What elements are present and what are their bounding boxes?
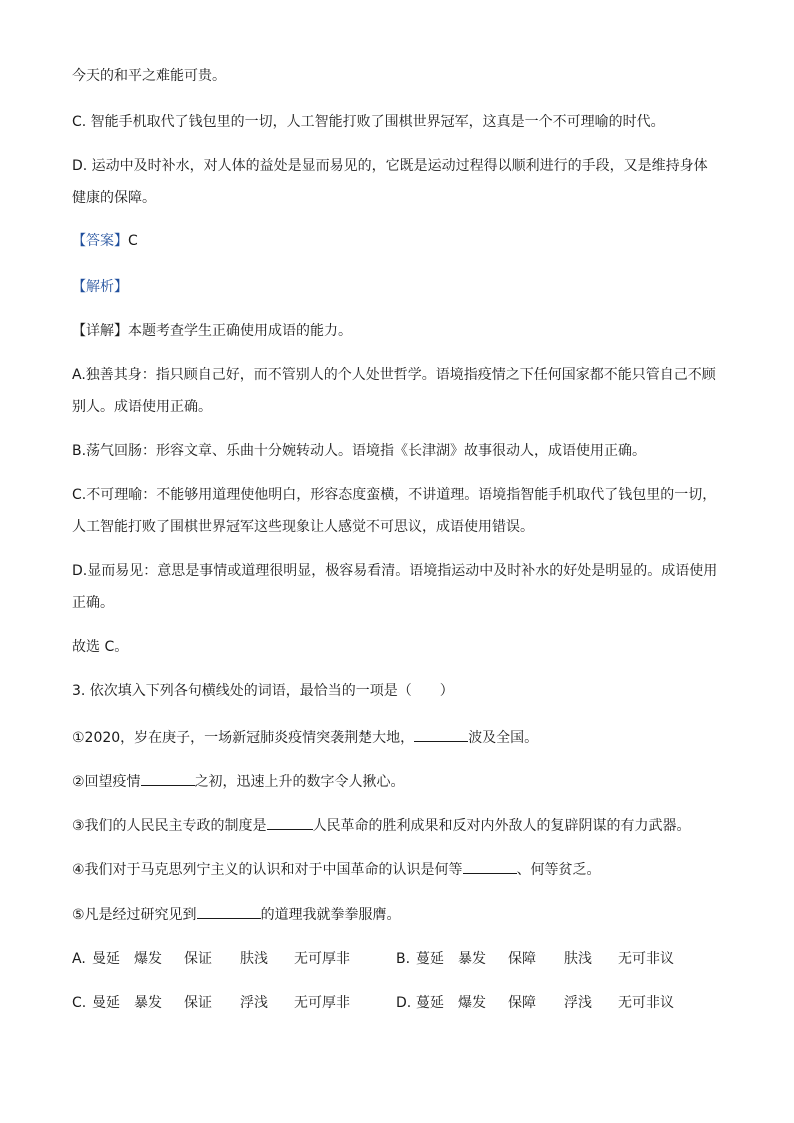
analysis-d-cont: 正确。 [72,595,114,611]
option-a-word: 肤浅 [240,951,268,967]
analysis-a: A.独善其身：指只顾自己好，而不管别人的个人处世哲学。语境指疫情之下任何国家都不能只管自己不顾 [72,367,716,383]
option-d-sentence: D. 运动中及时补水，对人体的益处是显而易见的，它既是运动过程得以顺利进行的手段，又是维持身体 [72,158,708,174]
question-3-stem: 3. 依次填入下列各句横线处的词语，最恰当的一项是（ ） [72,683,454,699]
option-a-word: 爆发 [134,951,162,967]
option-b-label: B. [396,951,411,967]
option-c-word: 浮浅 [240,995,268,1011]
analysis-b: B.荡气回肠：形容文章、乐曲十分婉转动人。语境指《长津湖》故事很动人，成语使用正确。 [72,443,647,459]
analysis-d: D.显而易见：意思是事情或道理很明显，极容易看清。语境指运动中及时补水的好处是明显的。成语使用 [72,563,718,579]
sentence-3-part-a: ③我们的人民民主专政的制度是 [72,818,267,834]
option-c-word: 暴发 [134,995,162,1011]
option-c-word: 保证 [184,995,212,1011]
sentence-2-part-b: 之初，迅速上升的数字令人揪心。 [194,774,405,790]
fill-blank-2 [141,771,195,786]
option-a-word: 保证 [184,951,212,967]
sentence-4 [72,859,601,880]
analysis-a-cont: 别人。成语使用正确。 [72,399,212,415]
fill-blank-5 [197,904,261,919]
fill-blank-3 [267,815,313,830]
conclusion: 故选 C。 [72,639,129,655]
analysis-tag [72,277,128,297]
answer-value: C [128,233,138,249]
option-d-word: 浮浅 [564,995,592,1011]
option-a-word: 无可厚非 [294,951,350,967]
sentence-2 [72,771,405,792]
analysis-c-cont: 人工智能打败了围棋世界冠军这些现象让人感觉不可思议，成语使用错误。 [72,519,534,535]
sentence-5-part-b: 的道理我就拳拳服膺。 [260,907,401,923]
fill-blank-4 [463,859,517,874]
option-c-sentence: C. 智能手机取代了钱包里的一切，人工智能打败了围棋世界冠军，这真是一个不可理喻的时代。 [72,114,665,130]
option-c-word: 无可厚非 [294,995,350,1011]
sentence-5 [72,904,401,925]
option-b-word: 暴发 [458,951,486,967]
answer-line [72,231,138,251]
answer-tag: 【答案】 [72,233,128,249]
option-d-sentence-cont: 健康的保障。 [72,190,156,206]
option-d-label: D. [396,995,412,1011]
option-d-word: 蔓延 [416,995,444,1011]
fill-blank-1 [414,727,468,742]
sentence-5-part-a: ⑤凡是经过研究见到 [72,907,197,923]
sentence-2-part-a: ②回望疫情 [72,774,141,790]
option-b-word: 蔓延 [416,951,444,967]
option-d-word: 无可非议 [618,995,674,1011]
option-b-word: 无可非议 [618,951,674,967]
option-c-label: C. [72,995,87,1011]
sentence-3 [72,815,691,836]
sentence-4-part-b: 、何等贫乏。 [516,862,601,878]
analysis-c: C.不可理喻：不能够用道理使他明白，形容态度蛮横，不讲道理。语境指智能手机取代了钱包里的一切， [72,487,717,503]
sentence-1 [72,727,538,748]
analysis-tag-text: 【解析】 [72,279,128,295]
sentence-1-part-b: 波及全国。 [468,730,539,746]
detail-intro: 【详解】本题考查学生正确使用成语的能力。 [72,323,352,339]
option-d-word: 爆发 [458,995,486,1011]
option-b-word: 保障 [508,951,536,967]
sentence-4-part-a: ④我们对于马克思列宁主义的认识和对于中国革命的认识是何等 [72,862,463,878]
option-a-label: A. [72,951,86,967]
sentence-3-part-b: 人民革命的胜利成果和反对内外敌人的复辟阴谋的有力武器。 [312,818,691,834]
option-d-word: 保障 [508,995,536,1011]
option-b-word: 肤浅 [564,951,592,967]
text-line: 今天的和平之难能可贵。 [72,68,226,84]
sentence-1-part-a: ①2020，岁在庚子，一场新冠肺炎疫情突袭荆楚大地， [72,730,415,746]
option-c-word: 曼延 [92,995,120,1011]
option-a-word: 曼延 [92,951,120,967]
